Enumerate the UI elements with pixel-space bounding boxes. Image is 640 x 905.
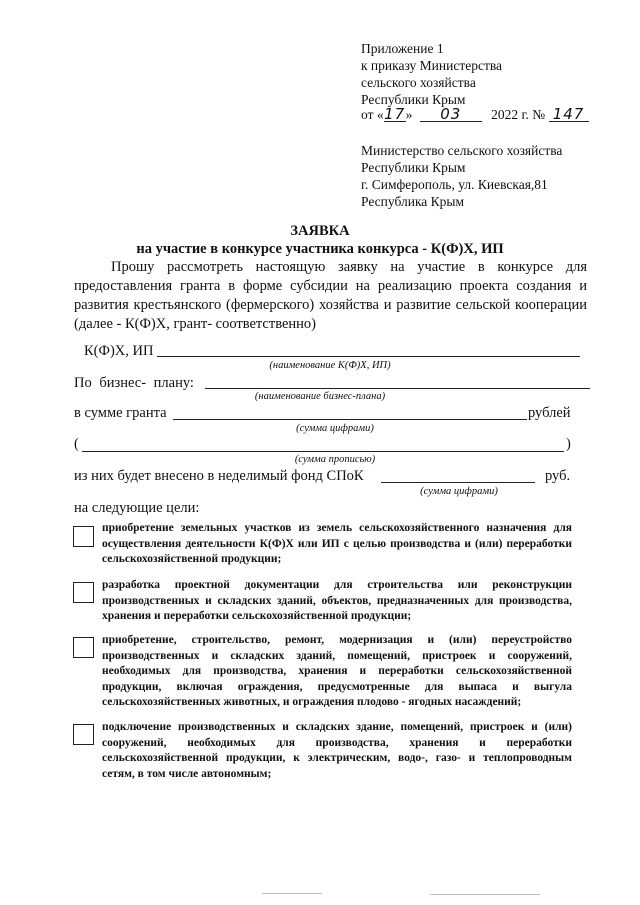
words-paren-close: ) bbox=[566, 436, 571, 452]
goal-1-checkbox[interactable] bbox=[73, 526, 94, 547]
words-input-line[interactable] bbox=[82, 451, 564, 452]
date-mid: » bbox=[405, 107, 413, 122]
fund-caption: (сумма цифрами) bbox=[420, 486, 498, 497]
date-prefix: от « bbox=[361, 107, 384, 122]
fund-label: из них будет внесено в неделимый фонд СПоК bbox=[74, 468, 364, 484]
goal-3-checkbox[interactable] bbox=[73, 637, 94, 658]
grant-caption: (сумма цифрами) bbox=[296, 423, 374, 434]
kfh-caption: (наименование К(Ф)Х, ИП) bbox=[269, 360, 391, 371]
grant-input-line[interactable] bbox=[173, 419, 527, 420]
date-year: 2022 г. № bbox=[491, 107, 546, 122]
appendix-line-1: Приложение 1 bbox=[361, 41, 444, 56]
intro-paragraph: Прошу рассмотреть настоящую заявку на участие в конкурсе для предоставления гранта в форме субсидии на реализацию проекта создания и развития крестьянского (фермерского) хозяйства и развитие сельской кооперации (далее - К(Ф)Х, грант- соответственно) bbox=[74, 259, 587, 332]
plan-input-line[interactable] bbox=[205, 388, 590, 389]
document-subtitle: на участие в конкурсе участника конкурса - К(Ф)Х, ИП bbox=[136, 241, 504, 257]
kfh-label: К(Ф)Х, ИП bbox=[84, 343, 154, 359]
goals-label: на следующие цели: bbox=[74, 500, 200, 516]
document-title: ЗАЯВКА bbox=[290, 223, 350, 239]
scan-artifact bbox=[262, 893, 322, 894]
date-month: 03 bbox=[420, 107, 482, 122]
order-number: 147 bbox=[549, 107, 589, 122]
grant-unit: рублей bbox=[528, 405, 571, 421]
appendix-date-line bbox=[361, 106, 589, 123]
appendix-line-4: Республики Крым bbox=[361, 92, 466, 107]
appendix-line-3: сельского хозяйства bbox=[361, 75, 476, 90]
scan-artifact bbox=[430, 894, 540, 895]
plan-caption: (наименование бизнес-плана) bbox=[254, 391, 386, 402]
words-paren-open: ( bbox=[74, 436, 79, 452]
goal-1-text: приобретение земельных участков из земель сельскохозяйственного назначения для осуществления деятельности К(Ф)Х или ИП с целью производства и (или) переработки сельскохозяйственной продукции; bbox=[102, 522, 572, 565]
date-day: 17 bbox=[384, 105, 406, 123]
addressee-line-2: Республики Крым bbox=[361, 160, 466, 175]
appendix-line-2: к приказу Министерства bbox=[361, 58, 503, 73]
addressee-line-1: Министерство сельского хозяйства bbox=[361, 143, 563, 158]
goal-4-text: подключение производственных и складских здание, помещений, пристроек и (или) сооружений, необходимых для производства, хранения и переработки сельскохозяйственной продукции, к электрическим, водо-, газо- и теплопроводным сетям, в том числе автономным; bbox=[102, 721, 572, 780]
grant-label: в сумме гранта bbox=[74, 405, 167, 421]
fund-unit: руб. bbox=[545, 468, 571, 484]
addressee-line-4: Республика Крым bbox=[361, 194, 465, 209]
addressee-line-3: г. Симферополь, ул. Киевская,81 bbox=[361, 177, 548, 192]
goal-3-text: приобретение, строительство, ремонт, модернизация и (или) переустройство производственных и складских зданий, помещений, пристроек и сооружений, необходимых для производства, хранения и переработки сельскохозяйственной продукции, включая ограждения, предусмотренные для выпаса и выгула сельскохозяйственных животных, и ограждения плодово - ягодных насаждений; bbox=[102, 634, 572, 708]
fund-input-line[interactable] bbox=[381, 482, 535, 483]
words-caption: (сумма прописью) bbox=[294, 454, 376, 465]
plan-label: По бизнес- плану: bbox=[74, 375, 194, 391]
goal-4-checkbox[interactable] bbox=[73, 724, 94, 745]
goal-2-text: разработка проектной документации для строительства или реконструкции производственных и складских зданий, объектов, предназначенных для производства, хранения и переработки сельскохозяйственной продукции; bbox=[102, 579, 572, 622]
kfh-input-line[interactable] bbox=[157, 356, 580, 357]
goal-2-checkbox[interactable] bbox=[73, 582, 94, 603]
